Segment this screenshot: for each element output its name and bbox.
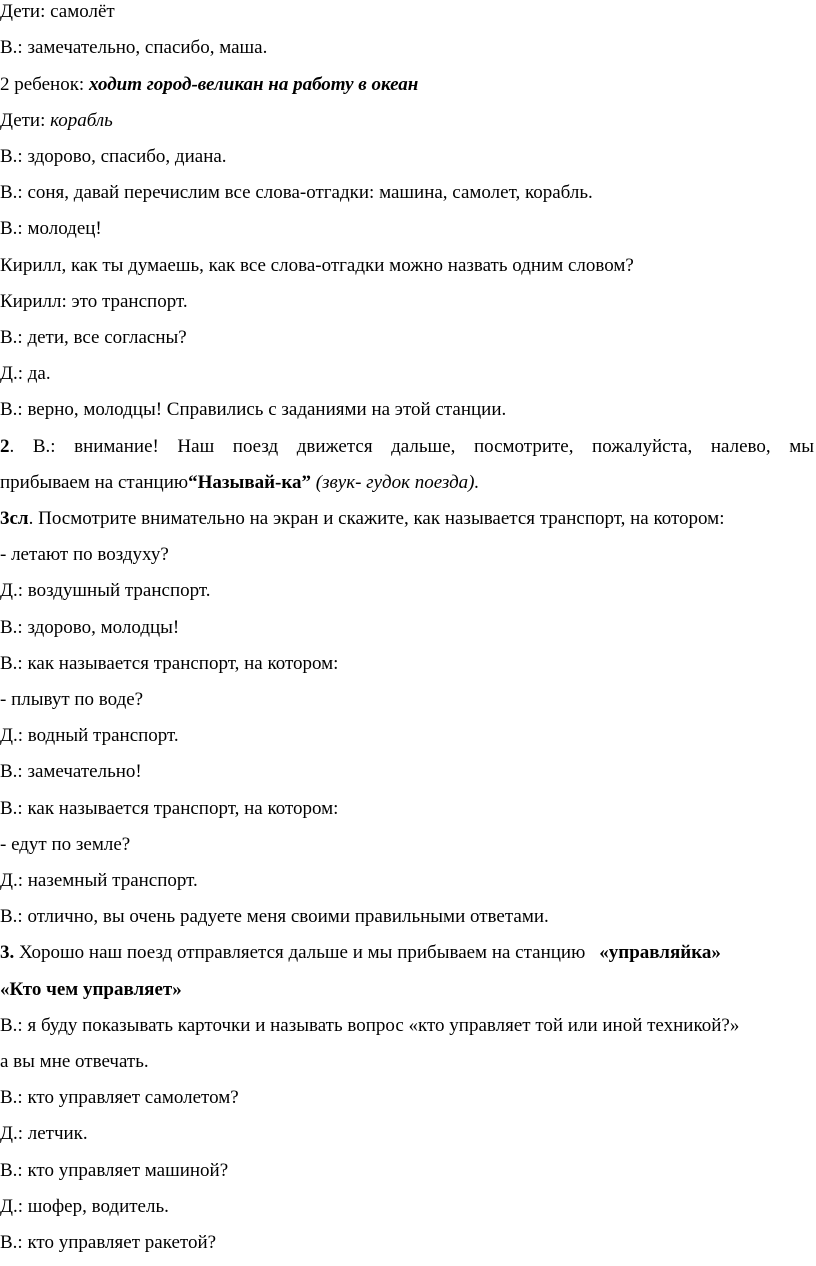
line-text: Кирилл: это транспорт. <box>0 291 188 312</box>
line-text: В.: здорово, молодцы! <box>0 617 180 638</box>
line-text: . В.: внимание! Наш поезд движется дальше, посмотрите, пожалуйста, налево, мы <box>9 436 814 457</box>
line-text: Д.: шофер, водитель. <box>0 1196 169 1217</box>
text-line <box>0 0 115 24</box>
line-text: В.: молодец! <box>0 218 102 239</box>
text-line <box>0 290 188 314</box>
text-line <box>0 905 549 929</box>
text-line <box>0 217 102 241</box>
line-text: В.: кто управляет ракетой? <box>0 1232 217 1253</box>
speaker-label: 2 ребенок: <box>0 74 89 95</box>
text-line <box>0 652 338 676</box>
station-name: «управляйка» <box>599 942 721 963</box>
line-text: В.: как называется транспорт, на котором: <box>0 653 339 674</box>
text-line <box>0 1159 228 1183</box>
text-line <box>0 869 198 893</box>
line-text: В.: соня, давай перечислим все слова-отгадки: машина, самолет, корабль. <box>0 182 593 203</box>
line-text: - плывут по воде? <box>0 689 144 710</box>
text-line <box>0 616 179 640</box>
line-text: Д.: наземный транспорт. <box>0 870 198 891</box>
line-text: - едут по земле? <box>0 834 131 855</box>
text-line <box>0 543 169 567</box>
line-text: В.: кто управляет самолетом? <box>0 1087 239 1108</box>
text-line <box>0 36 267 60</box>
section-number: 3. <box>0 942 15 963</box>
line-text: В.: кто управляет машиной? <box>0 1160 229 1181</box>
text-line <box>0 1086 239 1110</box>
text-line <box>0 435 814 459</box>
line-text: В.: как называется транспорт, на котором: <box>0 798 339 819</box>
text-line <box>0 398 506 422</box>
text-line <box>0 688 143 712</box>
text-line <box>0 1050 149 1074</box>
line-text: а вы мне отвечать. <box>0 1051 149 1072</box>
text-line <box>0 760 142 784</box>
line-text: В.: здорово, спасибо, диана. <box>0 146 227 167</box>
text-line <box>0 978 182 1002</box>
answer-text: корабль <box>50 110 113 131</box>
line-text: В.: замечательно, спасибо, маша. <box>0 37 268 58</box>
line-text: - летают по воздуху? <box>0 544 169 565</box>
text-line <box>0 1122 88 1146</box>
text-line <box>0 1231 216 1255</box>
line-text: В.: отлично, вы очень радуете меня своими правильными ответами. <box>0 906 549 927</box>
station-name: “Называй-ка” <box>188 472 312 493</box>
line-text: Дети: самолёт <box>0 1 115 22</box>
line-text: . Посмотрите внимательно на экран и скажите, как называется транспорт, на котором: <box>28 508 725 529</box>
line-text: В.: замечательно! <box>0 761 142 782</box>
text-line <box>0 724 179 748</box>
riddle-text: ходит город-великан на работу в океан <box>88 74 419 95</box>
line-text: Хорошо наш поезд отправляется дальше и мы прибываем на станцию <box>14 942 586 963</box>
text-line <box>0 833 130 857</box>
line-text: Д.: да. <box>0 363 51 384</box>
text-line <box>0 254 634 278</box>
game-title: «Кто чем управляет» <box>0 979 182 1000</box>
line-text: Д.: воздушный транспорт. <box>0 580 211 601</box>
text-line <box>0 1014 739 1038</box>
slide-number: 3сл <box>0 508 29 529</box>
line-text: Кирилл, как ты думаешь, как все слова-отгадки можно назвать одним словом? <box>0 255 634 276</box>
text-line <box>0 471 479 495</box>
stage-direction: (звук- гудок поезда). <box>311 472 480 493</box>
text-line <box>0 507 724 531</box>
speaker-label: Дети: <box>0 110 51 131</box>
text-line <box>0 109 113 133</box>
text-line <box>0 1195 169 1219</box>
line-text: Д.: водный транспорт. <box>0 725 179 746</box>
text-line <box>0 362 51 386</box>
text-line <box>0 73 418 97</box>
text-line <box>0 326 187 350</box>
line-text: Д.: летчик. <box>0 1123 88 1144</box>
line-text: В.: верно, молодцы! Справились с заданиями на этой станции. <box>0 399 507 420</box>
text-line <box>0 579 211 603</box>
text-line <box>0 145 227 169</box>
text-line <box>0 181 593 205</box>
section-number: 2 <box>0 436 10 457</box>
line-text: В.: дети, все согласны? <box>0 327 187 348</box>
text-line <box>0 941 721 965</box>
line-text: прибываем на станцию <box>0 472 189 493</box>
line-text: В.: я буду показывать карточки и называть вопрос «кто управляет той или иной техникой?» <box>0 1015 740 1036</box>
text-line <box>0 797 338 821</box>
